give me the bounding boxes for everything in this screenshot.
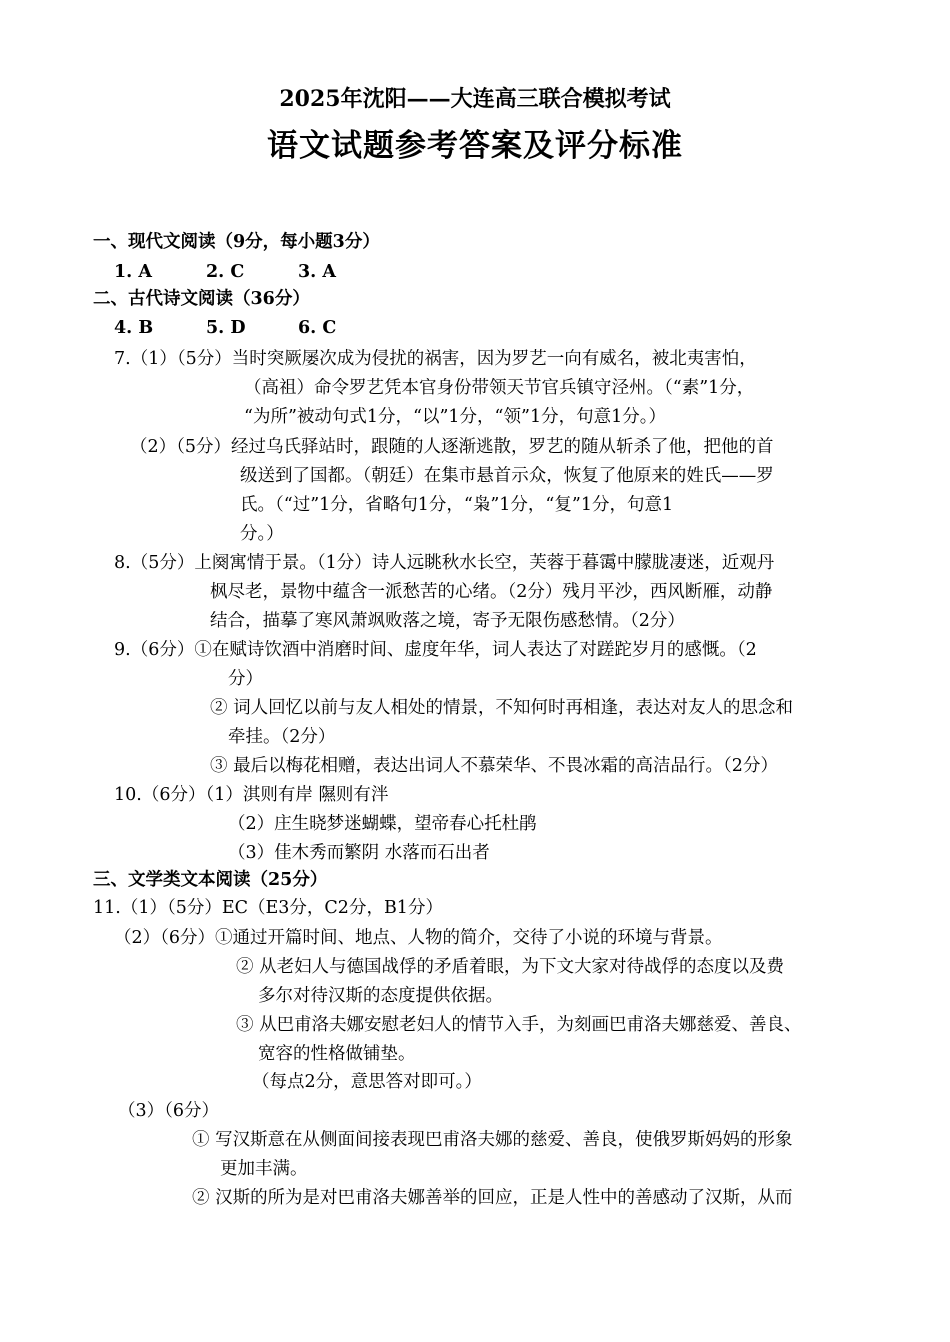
answer-4: 4. B <box>114 318 154 338</box>
q9-line: 9.（6分）①在赋诗饮酒中消磨时间、虚度年华，词人表达了对蹉跎岁月的感慨。（2 <box>114 640 757 660</box>
q11-line: 宽容的性格做铺垫。 <box>258 1044 416 1064</box>
q11-line: 多尔对待汉斯的态度提供依据。 <box>258 986 503 1006</box>
q10-line: 10.（6分）（1）淇则有岸 隰则有泮 <box>114 785 389 805</box>
document-title: 语文试题参考答案及评分标准 <box>267 128 683 164</box>
q11-line: 11.（1）（5分）EC（E3分，C2分，B1分） <box>93 898 443 918</box>
answers-row-1-3 <box>114 258 390 287</box>
q7-line: 7.（1）（5分）当时突厥屡次成为侵扰的祸害，因为罗艺一向有威名，被北夷害怕， <box>114 349 757 369</box>
answer-3: 3. A <box>298 262 336 282</box>
q8-line: 结合，描摹了寒风萧飒败落之境，寄予无限伤感愁情。（2分） <box>210 611 685 631</box>
answer-5: 5. D <box>206 318 246 338</box>
answers-row-4-6 <box>114 314 390 343</box>
section-heading-modern-reading: 一、现代文阅读（9分，每小题3分） <box>93 232 380 252</box>
q7-line: 氏。（“过”1分，省略句1分，“枭”1分，“复”1分，句意1 <box>240 495 674 515</box>
section-heading-classical-reading: 二、古代诗文阅读（36分） <box>93 289 310 309</box>
q11-line: （2）（6分）①通过开篇时间、地点、人物的简介，交待了小说的环境与背景。 <box>114 928 723 948</box>
section-heading-literary-reading: 三、文学类文本阅读（25分） <box>93 870 328 890</box>
answer-6: 6. C <box>298 318 337 338</box>
q11-line: （3）（6分） <box>118 1101 220 1121</box>
exam-title: 2025年沈阳——大连高三联合模拟考试 <box>279 86 671 112</box>
q10-line: （3）佳木秀而繁阴 水落而石出者 <box>228 843 490 863</box>
q8-line: 8.（5分）上阕寓情于景。（1分）诗人远眺秋水长空，芙蓉于暮霭中朦胧凄迷，近观丹 <box>114 553 775 573</box>
q9-line: 牵挂。（2分） <box>228 727 336 747</box>
q10-line: （2）庄生晓梦迷蝴蝶，望帝春心托杜鹃 <box>228 814 537 834</box>
answer-2: 2. C <box>206 262 245 282</box>
q7-line: “为所”被动句式1分，“以”1分，“领”1分，句意1分。） <box>244 407 666 427</box>
q9-line: 分） <box>228 669 263 689</box>
q7-line: 级送到了国都。（朝廷）在集市悬首示众，恢复了他原来的姓氏——罗 <box>240 466 774 486</box>
q11-line: ② 汉斯的所为是对巴甫洛夫娜善举的回应，正是人性中的善感动了汉斯，从而 <box>192 1188 793 1208</box>
q8-line: 枫尽老，景物中蕴含一派愁苦的心绪。（2分）残月平沙，西风断雁，动静 <box>210 582 773 602</box>
q7-line: （高祖）命令罗艺凭本官身份带领天节官兵镇守泾州。（“素”1分， <box>244 378 755 398</box>
q7-line: （2）（5分）经过乌氏驿站时，跟随的人逐渐逃散，罗艺的随从斩杀了他，把他的首 <box>130 437 774 457</box>
q11-line: ① 写汉斯意在从侧面间接表现巴甫洛夫娜的慈爱、善良，使俄罗斯妈妈的形象 <box>192 1130 793 1150</box>
answer-1: 1. A <box>114 262 152 282</box>
q7-line: 分。） <box>240 524 284 544</box>
q9-line: ② 词人回忆以前与友人相处的情景，不知何时再相逢，表达对友人的思念和 <box>210 698 794 718</box>
q9-line: ③ 最后以梅花相赠，表达出词人不慕荣华、不畏冰霜的高洁品行。（2分） <box>210 756 778 776</box>
q11-line: 更加丰满。 <box>220 1159 308 1179</box>
q11-line: ② 从老妇人与德国战俘的矛盾着眼，为下文大家对待战俘的态度以及费 <box>236 957 785 977</box>
q11-line: ③ 从巴甫洛夫娜安慰老妇人的情节入手，为刻画巴甫洛夫娜慈爱、善良、 <box>236 1015 802 1035</box>
q11-line: （每点2分，意思答对即可。） <box>252 1072 482 1092</box>
